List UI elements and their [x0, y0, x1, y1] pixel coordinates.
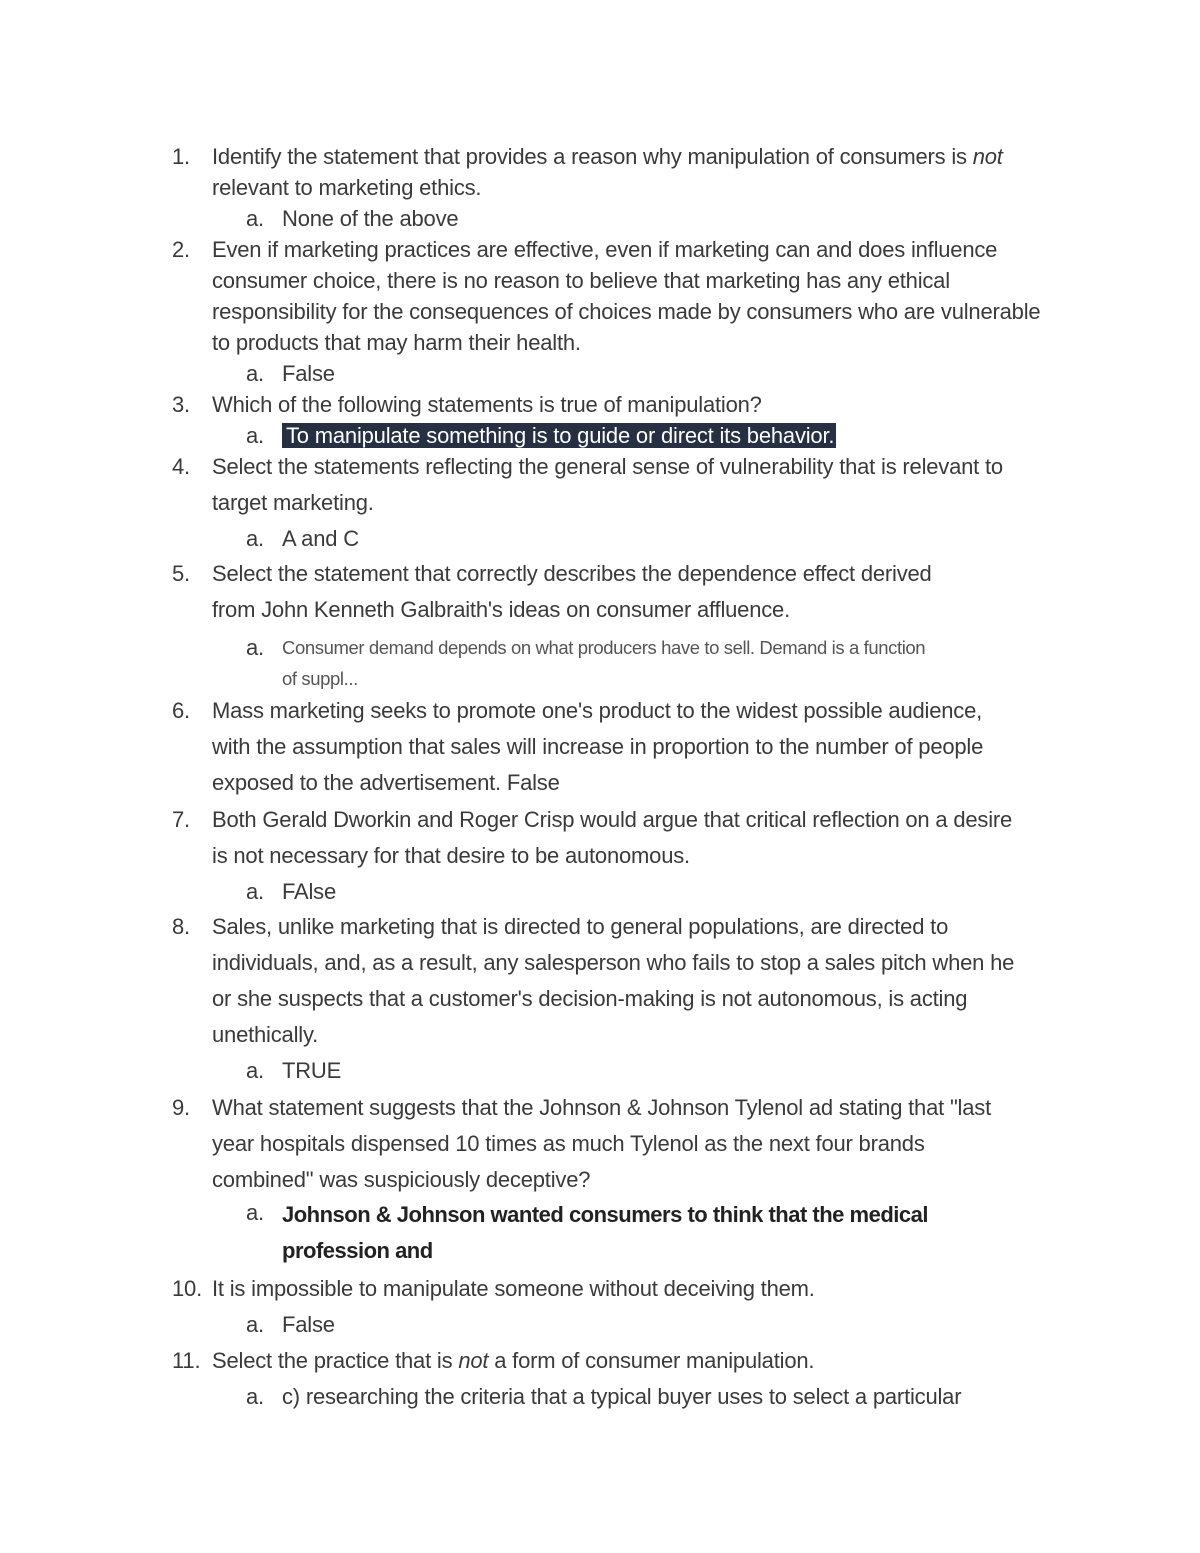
question-text: Mass marketing seeks to promote one's product to the widest possible audience, with the assumption that sales will increase in proportion to the number of people exposed to the advertisement. False: [212, 698, 984, 795]
question-text-part: relevant to marketing ethics.: [212, 175, 482, 200]
answer-text: c) researching the criteria that a typical buyer uses to select a particular: [282, 1384, 962, 1409]
question-8: [172, 909, 1052, 1053]
question-number: 3.: [172, 392, 190, 417]
answer-11: [246, 1381, 1036, 1412]
answer-text: TRUE: [282, 1058, 342, 1083]
question-6: [172, 693, 1052, 801]
question-number: 9.: [172, 1095, 190, 1120]
question-number: 6.: [172, 698, 190, 723]
question-2: [172, 234, 1052, 358]
answer-3: [246, 420, 1036, 451]
answer-text: A and C: [282, 526, 359, 551]
answer-label: a.: [246, 1384, 264, 1409]
question-3: [172, 389, 1052, 420]
question-text-part: Identify the statement that provides a reason why manipulation of consumers is: [212, 144, 973, 169]
question-text: Which of the following statements is true of manipulation?: [212, 392, 762, 417]
answer-label: a.: [246, 635, 264, 660]
answer-text: None of the above: [282, 206, 459, 231]
question-text: [212, 141, 1052, 203]
highlighted-answer-text: To manipulate something is to guide or direct its behavior.: [282, 423, 836, 448]
answer-10: [246, 1309, 1036, 1340]
question-number: 7.: [172, 807, 190, 832]
question-1: [172, 141, 1052, 203]
question-number: 2.: [172, 237, 190, 262]
question-number: 11.: [172, 1348, 201, 1373]
question-text: Sales, unlike marketing that is directed to general populations, are directed to individuals, and, as a result, any salesperson who fails to stop a sales pitch when he or she suspects that a customer's decision-making is not autonomous, is acting unethically.: [212, 914, 1015, 1047]
question-number: 8.: [172, 914, 190, 939]
question-number: 4.: [172, 454, 190, 479]
question-number: 5.: [172, 561, 190, 586]
answer-label: a.: [246, 423, 264, 448]
answer-label: a.: [246, 879, 264, 904]
answer-label: a.: [246, 206, 264, 231]
answer-label: a.: [246, 1200, 264, 1225]
answer-1: [246, 203, 1036, 234]
question-5: [172, 556, 1052, 628]
question-text: What statement suggests that the Johnson & Johnson Tylenol ad stating that "last year hospitals dispensed 10 times as much Tylenol as the next four brands combined" was suspiciously deceptive?: [212, 1095, 991, 1192]
question-text-part: a form of consumer manipulation.: [488, 1348, 815, 1373]
answer-label: a.: [246, 361, 264, 386]
answer-label: a.: [246, 1312, 264, 1337]
answer-label: a.: [246, 1058, 264, 1083]
answer-text: False: [282, 1312, 335, 1337]
question-text: Both Gerald Dworkin and Roger Crisp would argue that critical reflection on a desire is not necessary for that desire to be autonomous.: [212, 807, 1013, 868]
question-4: [172, 449, 1052, 521]
answer-text-wrapper: [282, 420, 1036, 451]
question-text: Select the statements reflecting the general sense of vulnerability that is relevant to target marketing.: [212, 454, 1003, 515]
question-10: [172, 1273, 1052, 1304]
answer-text: Consumer demand depends on what producers have to sell. Demand is a function of suppl...: [282, 637, 926, 689]
answer-9: [246, 1197, 1036, 1269]
question-text: [212, 1345, 1052, 1376]
answer-8: [246, 1055, 1036, 1086]
answer-7: [246, 876, 1036, 907]
answer-2: [246, 358, 1036, 389]
answer-5: [246, 632, 1036, 694]
emphasis-text: not: [972, 144, 1003, 169]
answer-label: a.: [246, 526, 264, 551]
answer-text: Johnson & Johnson wanted consumers to think that the medical profession and: [282, 1202, 928, 1263]
question-11: [172, 1345, 1052, 1376]
emphasis-text: not: [458, 1348, 489, 1373]
question-7: [172, 802, 1052, 874]
answer-4: [246, 523, 1036, 554]
question-number: 10.: [172, 1276, 202, 1301]
question-number: 1.: [172, 144, 190, 169]
question-text: Even if marketing practices are effective, even if marketing can and does influence consumer choice, there is no reason to believe that marketing has any ethical responsibility for the consequences of choices made by consumers who are vulnerable to products that may harm their health.: [212, 237, 1041, 355]
question-text: Select the statement that correctly describes the dependence effect derived from John Kenneth Galbraith's ideas on consumer affluence.: [212, 561, 932, 622]
question-text-part: Select the practice that is: [212, 1348, 459, 1373]
answer-text: False: [282, 361, 335, 386]
question-9: [172, 1090, 1052, 1198]
question-text: It is impossible to manipulate someone without deceiving them.: [212, 1276, 815, 1301]
answer-text: FAlse: [282, 879, 337, 904]
